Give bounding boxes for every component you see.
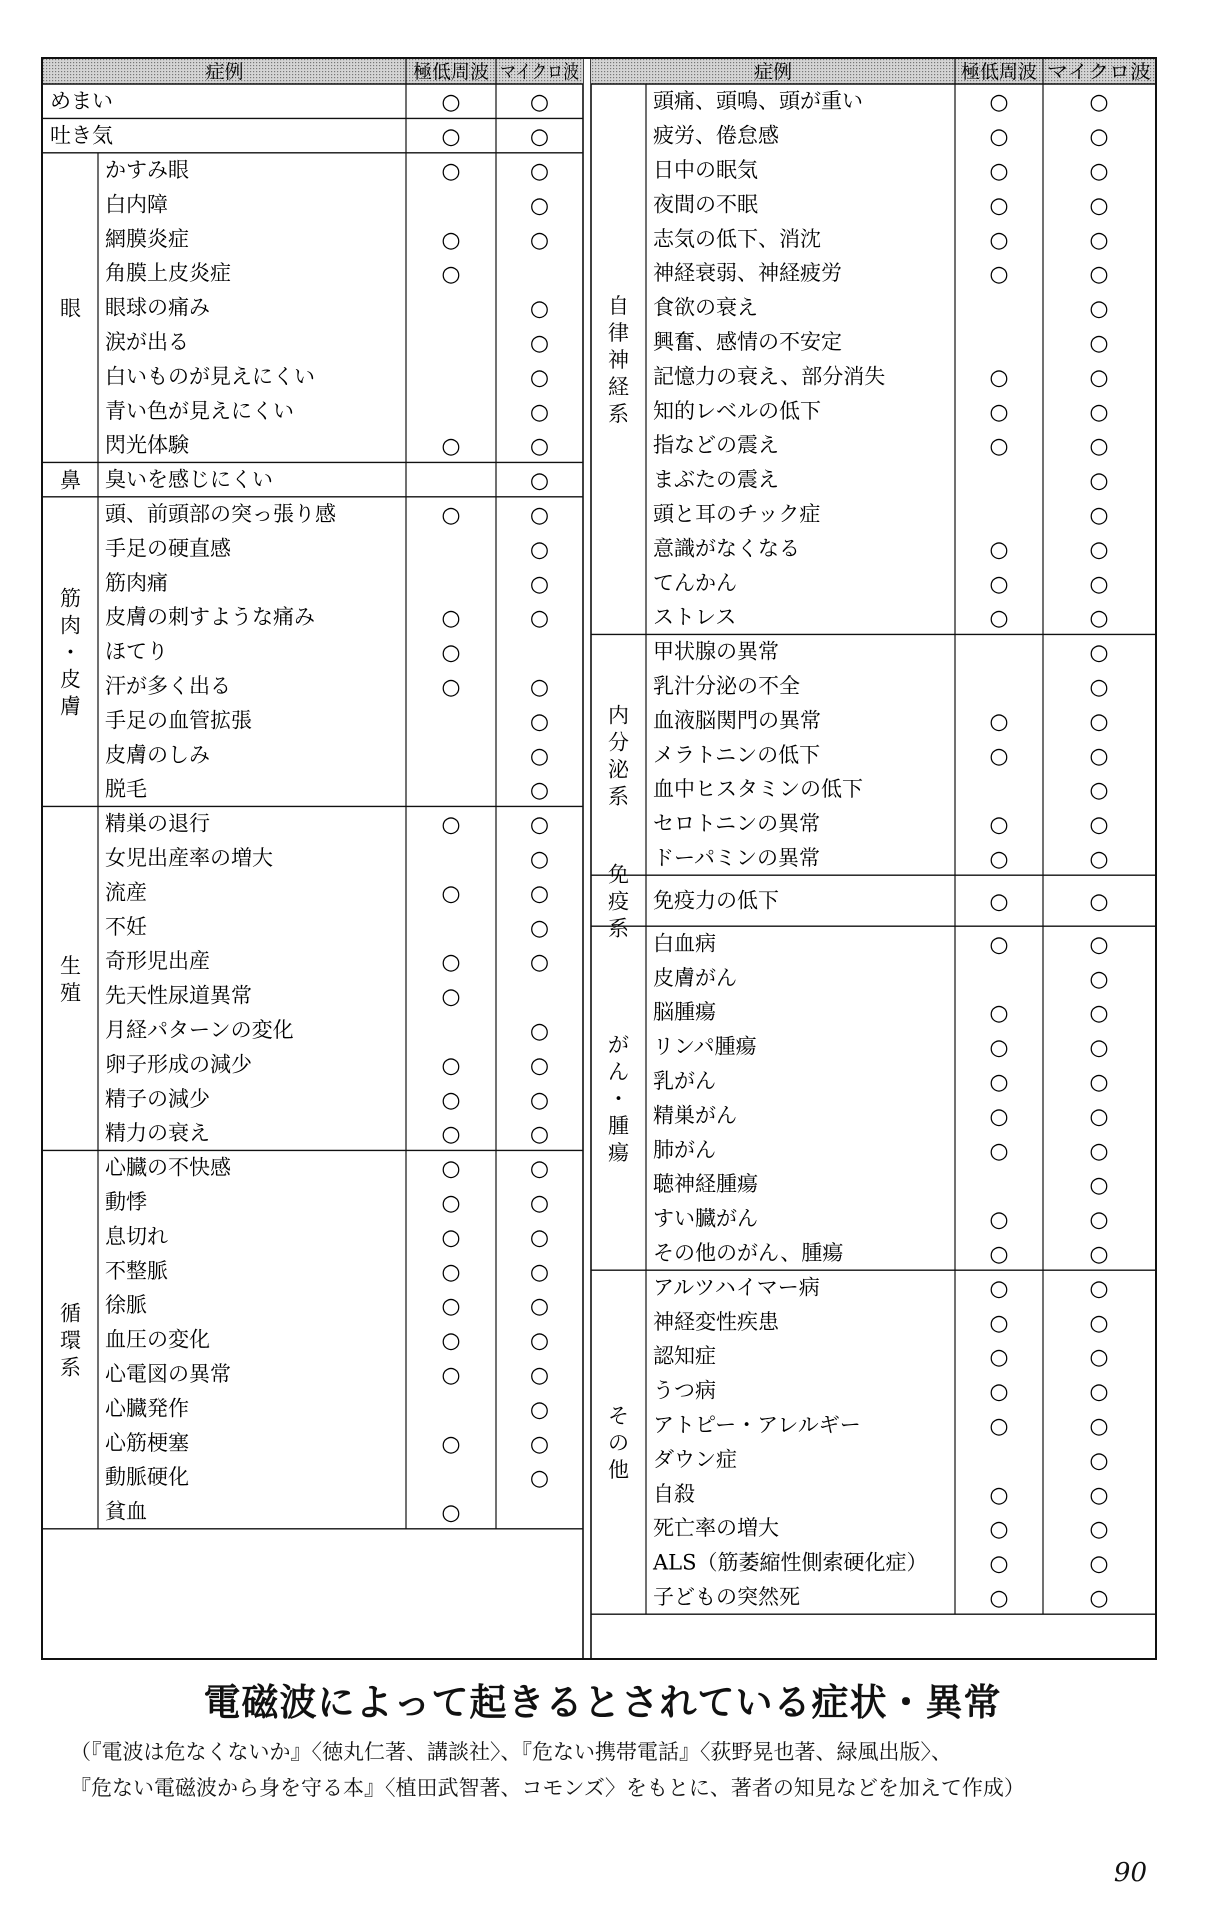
- category-label-char: が: [608, 1033, 629, 1058]
- microwave-mark: ○: [1089, 1104, 1109, 1130]
- symptom-name: 血圧の変化: [105, 1327, 210, 1352]
- microwave-mark: ○: [529, 1328, 550, 1354]
- microwave-mark: ○: [529, 709, 550, 735]
- category-label-char: 他: [608, 1458, 629, 1483]
- microwave-mark: ○: [1089, 1035, 1109, 1061]
- symptom-name: 月経パターンの変化: [105, 1018, 294, 1042]
- microwave-mark: ○: [1089, 1070, 1109, 1095]
- elf-mark: ○: [989, 1482, 1009, 1508]
- symptom-name: 甲状腺の異常: [653, 639, 779, 664]
- microwave-mark: ○: [1089, 537, 1109, 563]
- symptom-name: 皮膚のしみ: [105, 742, 210, 767]
- source-note-line-2: 『危ない電磁波から身を守る本』〈植田武智著、コモンズ〉をもとに、著者の知見などを加えて作成）: [70, 1776, 1025, 1800]
- microwave-mark: ○: [1089, 90, 1109, 116]
- symptom-name: メラトニンの低下: [653, 742, 821, 767]
- microwave-mark: ○: [1089, 1001, 1109, 1027]
- elf-mark: ○: [441, 1122, 461, 1148]
- symptom-name: リンパ腫瘍: [653, 1034, 757, 1059]
- category-label-char: 皮: [60, 667, 81, 692]
- elf-mark: ○: [989, 1345, 1009, 1371]
- elf-mark: ○: [989, 1104, 1009, 1130]
- elf-mark: ○: [441, 124, 461, 150]
- elf-mark: ○: [441, 434, 461, 460]
- symptom-name: 先天性尿道異常: [105, 983, 252, 1008]
- symptom-name: 白いものが見えにくい: [105, 364, 315, 389]
- microwave-mark: ○: [1089, 889, 1109, 915]
- symptom-table: [43, 59, 1155, 1658]
- symptom-name: 聴神経腫瘍: [653, 1172, 758, 1197]
- microwave-mark: ○: [529, 778, 550, 804]
- microwave-mark: ○: [1089, 1586, 1109, 1611]
- symptom-name: 乳がん: [653, 1069, 716, 1093]
- elf-mark: ○: [989, 1310, 1009, 1336]
- microwave-mark: ○: [529, 1191, 550, 1216]
- symptom-name: 血中ヒスタミンの低下: [653, 777, 863, 802]
- header-elf: 極低周波: [412, 61, 490, 83]
- elf-mark: ○: [989, 932, 1009, 958]
- microwave-mark: ○: [529, 1156, 550, 1182]
- symptom-name: 疲労、倦怠感: [653, 123, 779, 148]
- microwave-mark: ○: [1089, 640, 1109, 666]
- symptom-name: すい臓がん: [653, 1206, 758, 1231]
- microwave-mark: ○: [1089, 262, 1109, 288]
- microwave-mark: ○: [1089, 966, 1109, 992]
- symptom-name: セロトニンの異常: [653, 811, 821, 836]
- elf-mark: ○: [989, 1138, 1009, 1164]
- category-label-char: 循: [60, 1301, 81, 1326]
- symptom-name: 精子の減少: [105, 1086, 210, 1111]
- microwave-mark: ○: [529, 571, 550, 597]
- microwave-mark: ○: [1089, 1310, 1109, 1336]
- category-label-char: 系: [608, 402, 629, 427]
- category-label-char: 分: [608, 730, 629, 755]
- symptom-name: 脱毛: [105, 777, 147, 802]
- category-label-char: 生: [60, 953, 81, 978]
- microwave-mark: ○: [1089, 1138, 1109, 1164]
- microwave-mark: ○: [529, 159, 550, 184]
- microwave-mark: ○: [1089, 932, 1109, 958]
- microwave-mark: ○: [529, 915, 550, 941]
- microwave-mark: ○: [1089, 675, 1109, 700]
- elf-mark: ○: [989, 1586, 1009, 1611]
- symptom-name: 血液脳関門の異常: [653, 708, 821, 733]
- microwave-mark: ○: [1089, 399, 1109, 425]
- microwave-mark: ○: [1089, 1242, 1109, 1267]
- elf-mark: ○: [989, 90, 1009, 116]
- elf-mark: ○: [441, 640, 461, 666]
- microwave-mark: ○: [1089, 1551, 1109, 1577]
- elf-mark: ○: [441, 675, 461, 700]
- symptom-table-frame: [41, 57, 1157, 1660]
- category-label-char: 瘍: [608, 1141, 629, 1166]
- microwave-mark: ○: [529, 1363, 550, 1388]
- microwave-mark: ○: [529, 503, 550, 528]
- symptom-name: 眼球の痛み: [105, 295, 210, 320]
- symptom-name: 死亡率の増大: [653, 1516, 779, 1541]
- microwave-mark: ○: [1089, 1345, 1109, 1371]
- microwave-mark: ○: [529, 434, 550, 460]
- elf-mark: ○: [989, 1414, 1009, 1439]
- category-label-char: 内: [608, 703, 629, 728]
- microwave-mark: ○: [529, 468, 550, 494]
- symptom-name: 食欲の衰え: [653, 295, 758, 320]
- header-elf: 極低周波: [960, 61, 1038, 83]
- elf-mark: ○: [441, 503, 461, 528]
- symptom-name: 志気の低下、消沈: [653, 226, 821, 251]
- symptom-name: 頭と耳のチック症: [653, 502, 821, 526]
- elf-mark: ○: [989, 1551, 1009, 1577]
- elf-mark: ○: [989, 227, 1009, 253]
- microwave-mark: ○: [1089, 159, 1109, 184]
- microwave-mark: ○: [529, 675, 550, 700]
- elf-mark: ○: [989, 1379, 1009, 1405]
- category-label-char: 鼻: [60, 468, 81, 493]
- elf-mark: ○: [989, 159, 1009, 184]
- microwave-mark: ○: [1089, 365, 1109, 391]
- symptom-name: 頭、前頭部の突っ張り感: [105, 502, 336, 526]
- elf-mark: ○: [989, 1001, 1009, 1027]
- symptom-name: ほてり: [105, 639, 168, 664]
- elf-mark: ○: [441, 1294, 461, 1320]
- elf-mark: ○: [989, 1517, 1009, 1543]
- microwave-mark: ○: [1089, 1482, 1109, 1508]
- symptom-name: 精力の衰え: [105, 1121, 210, 1146]
- symptom-name: めまい: [50, 89, 113, 114]
- microwave-mark: ○: [529, 1122, 550, 1148]
- elf-mark: ○: [441, 606, 461, 632]
- elf-mark: ○: [441, 1225, 461, 1251]
- microwave-mark: ○: [529, 124, 550, 150]
- category-label-char: 眼: [60, 296, 81, 321]
- symptom-name: 動脈硬化: [105, 1465, 189, 1490]
- figure-caption: 電磁波によって起きるとされている症状・異常: [203, 1681, 1002, 1724]
- elf-mark: ○: [989, 812, 1009, 838]
- elf-mark: ○: [989, 193, 1009, 219]
- symptom-name: まぶたの震え: [653, 467, 779, 492]
- microwave-mark: ○: [529, 1431, 550, 1457]
- symptom-name: 知的レベルの低下: [653, 398, 821, 423]
- category-label-char: 経: [608, 375, 629, 400]
- category-label-char: 神: [608, 348, 629, 373]
- microwave-mark: ○: [1089, 124, 1109, 150]
- page-number: 90: [1113, 1858, 1147, 1888]
- elf-mark: ○: [989, 606, 1009, 632]
- symptom-name: 流産: [105, 880, 147, 905]
- microwave-mark: ○: [529, 847, 550, 872]
- microwave-mark: ○: [529, 1225, 550, 1251]
- elf-mark: ○: [441, 1191, 461, 1216]
- symptom-name: 肺がん: [653, 1137, 716, 1162]
- microwave-mark: ○: [1089, 847, 1109, 872]
- elf-mark: ○: [441, 812, 461, 838]
- microwave-mark: ○: [1089, 503, 1109, 528]
- microwave-mark: ○: [1089, 1379, 1109, 1405]
- header-microwave: マイクロ波: [1047, 61, 1151, 83]
- microwave-mark: ○: [1089, 468, 1109, 494]
- symptom-name: ALS（筋萎縮性側索硬化症）: [653, 1550, 928, 1575]
- symptom-name: 指などの震え: [653, 433, 779, 458]
- elf-mark: ○: [989, 537, 1009, 563]
- category-label-char: 系: [60, 1355, 81, 1380]
- microwave-mark: ○: [529, 950, 550, 976]
- symptom-name: 筋肉痛: [105, 570, 168, 595]
- microwave-mark: ○: [529, 1053, 550, 1079]
- category-label-char: 系: [608, 916, 629, 941]
- category-label-char: 筋: [60, 586, 81, 611]
- elf-mark: ○: [989, 399, 1009, 425]
- microwave-mark: ○: [529, 1397, 550, 1423]
- elf-mark: ○: [989, 847, 1009, 872]
- category-label-char: 泌: [608, 757, 629, 782]
- symptom-name: 脳腫瘍: [653, 1000, 716, 1025]
- elf-mark: ○: [441, 159, 461, 184]
- elf-mark: ○: [989, 743, 1009, 769]
- category-label-char: 環: [60, 1328, 81, 1353]
- microwave-mark: ○: [529, 193, 550, 219]
- symptom-name: 手足の硬直感: [105, 536, 231, 561]
- microwave-mark: ○: [529, 331, 550, 356]
- microwave-mark: ○: [529, 90, 550, 116]
- symptom-name: 網膜炎症: [105, 226, 189, 251]
- category-label-char: ・: [608, 1087, 629, 1112]
- symptom-name: うつ病: [653, 1378, 716, 1403]
- category-label-char: 殖: [60, 980, 81, 1005]
- microwave-mark: ○: [529, 296, 550, 322]
- symptom-name: 吐き気: [50, 123, 113, 148]
- symptom-name: 臭いを感じにくい: [105, 467, 273, 492]
- symptom-name: 不妊: [105, 914, 147, 939]
- symptom-name: 興奮、感情の不安定: [653, 330, 842, 354]
- microwave-mark: ○: [529, 812, 550, 838]
- category-label-char: 肉: [60, 613, 81, 638]
- symptom-name: 汗が多く出る: [105, 674, 231, 698]
- elf-mark: ○: [989, 1070, 1009, 1095]
- category-label-char: 腫: [608, 1114, 629, 1139]
- elf-mark: ○: [989, 1035, 1009, 1061]
- symptom-name: 動悸: [105, 1190, 147, 1214]
- microwave-mark: ○: [1089, 743, 1109, 769]
- elf-mark: ○: [441, 950, 461, 976]
- symptom-name: 息切れ: [105, 1224, 168, 1249]
- elf-mark: ○: [441, 1053, 461, 1079]
- elf-mark: ○: [441, 881, 461, 907]
- category-label-char: 系: [608, 784, 629, 809]
- symptom-name: 意識がなくなる: [653, 536, 800, 561]
- microwave-mark: ○: [529, 1087, 550, 1113]
- symptom-name: ダウン症: [653, 1447, 737, 1472]
- elf-mark: ○: [989, 262, 1009, 288]
- symptom-name: かすみ眼: [105, 158, 189, 182]
- elf-mark: ○: [989, 709, 1009, 735]
- symptom-name: 神経衰弱、神経疲労: [653, 261, 842, 286]
- elf-mark: ○: [441, 1087, 461, 1113]
- elf-mark: ○: [989, 1207, 1009, 1233]
- symptom-name: 女児出産率の増大: [105, 846, 273, 870]
- symptom-name: その他のがん、腫瘍: [653, 1241, 844, 1265]
- microwave-mark: ○: [1089, 709, 1109, 735]
- symptom-name: 閃光体験: [105, 433, 189, 458]
- elf-mark: ○: [989, 889, 1009, 915]
- symptom-name: てんかん: [653, 570, 737, 595]
- symptom-name: 奇形児出産: [105, 949, 210, 974]
- symptom-name: 青い色が見えにくい: [105, 398, 294, 423]
- symptom-name: 自殺: [653, 1481, 695, 1506]
- elf-mark: ○: [441, 227, 461, 253]
- elf-mark: ○: [441, 1363, 461, 1388]
- symptom-name: 手足の血管拡張: [105, 708, 252, 733]
- elf-mark: ○: [989, 365, 1009, 391]
- elf-mark: ○: [989, 1242, 1009, 1267]
- symptom-name: 精巣の退行: [105, 811, 210, 836]
- elf-mark: ○: [989, 124, 1009, 150]
- category-label-char: 自: [608, 294, 629, 319]
- category-label-char: ん: [608, 1060, 629, 1085]
- header-microwave: マイクロ波: [500, 61, 579, 83]
- microwave-mark: ○: [529, 881, 550, 907]
- symptom-name: 角膜上皮炎症: [105, 261, 231, 286]
- symptom-name: 精巣がん: [653, 1103, 737, 1128]
- microwave-mark: ○: [529, 1019, 550, 1044]
- microwave-mark: ○: [1089, 812, 1109, 838]
- elf-mark: ○: [989, 1276, 1009, 1302]
- symptom-name: 不整脈: [105, 1258, 168, 1283]
- symptom-name: 夜間の不眠: [653, 192, 758, 217]
- microwave-mark: ○: [1089, 193, 1109, 219]
- symptom-name: 免疫力の低下: [653, 888, 779, 913]
- category-label-char: の: [608, 1431, 629, 1456]
- symptom-name: アトピー・アレルギー: [653, 1413, 861, 1437]
- elf-mark: ○: [441, 262, 461, 288]
- microwave-mark: ○: [1089, 778, 1109, 804]
- symptom-name: 皮膚がん: [653, 965, 737, 990]
- category-label-char: ・: [60, 640, 81, 665]
- symptom-name: 神経変性疾患: [653, 1309, 779, 1334]
- symptom-name: 白血病: [653, 931, 716, 956]
- symptom-name: ドーパミンの異常: [653, 846, 820, 870]
- elf-mark: ○: [989, 571, 1009, 597]
- symptom-name: 心臓発作: [105, 1396, 189, 1421]
- microwave-mark: ○: [1089, 434, 1109, 460]
- symptom-name: 皮膚の刺すような痛み: [105, 605, 315, 630]
- elf-mark: ○: [441, 90, 461, 116]
- symptom-name: 徐脈: [105, 1293, 147, 1318]
- source-note-line-1: （『電波は危なくないか』〈徳丸仁著、講談社〉、『危ない携帯電話』〈荻野晃也著、緑風出版〉、: [70, 1740, 952, 1764]
- elf-mark: ○: [441, 984, 461, 1010]
- microwave-mark: ○: [529, 1259, 550, 1285]
- microwave-mark: ○: [1089, 1173, 1109, 1199]
- header-symptom: 症例: [753, 61, 793, 83]
- symptom-name: 貧血: [105, 1499, 147, 1524]
- symptom-name: 心臓の不快感: [105, 1155, 231, 1180]
- symptom-name: 心電図の異常: [105, 1362, 231, 1386]
- symptom-name: 日中の眠気: [653, 158, 758, 182]
- microwave-mark: ○: [1089, 331, 1109, 356]
- microwave-mark: ○: [1089, 1517, 1109, 1543]
- microwave-mark: ○: [1089, 571, 1109, 597]
- category-label-char: 膚: [60, 694, 81, 719]
- elf-mark: ○: [441, 1156, 461, 1182]
- symptom-name: 卵子形成の減少: [105, 1052, 252, 1077]
- microwave-mark: ○: [529, 365, 550, 391]
- elf-mark: ○: [441, 1431, 461, 1457]
- microwave-mark: ○: [1089, 227, 1109, 253]
- microwave-mark: ○: [1089, 1276, 1109, 1302]
- microwave-mark: ○: [529, 227, 550, 253]
- microwave-mark: ○: [529, 1466, 550, 1492]
- category-label-char: 律: [608, 321, 629, 346]
- symptom-name: 子どもの突然死: [653, 1585, 800, 1609]
- symptom-name: 乳汁分泌の不全: [653, 674, 800, 698]
- microwave-mark: ○: [529, 399, 550, 425]
- symptom-name: アルツハイマー病: [653, 1275, 820, 1300]
- symptom-name: 涙が出る: [105, 330, 189, 354]
- elf-mark: ○: [989, 434, 1009, 460]
- microwave-mark: ○: [529, 537, 550, 563]
- elf-mark: ○: [441, 1328, 461, 1354]
- microwave-mark: ○: [529, 606, 550, 632]
- category-label-char: 疫: [608, 889, 629, 914]
- microwave-mark: ○: [1089, 606, 1109, 632]
- symptom-name: ストレス: [653, 605, 737, 630]
- microwave-mark: ○: [1089, 1414, 1109, 1439]
- elf-mark: ○: [441, 1500, 461, 1526]
- symptom-name: 心筋梗塞: [105, 1430, 189, 1455]
- header-symptom: 症例: [205, 61, 244, 83]
- microwave-mark: ○: [529, 1294, 550, 1320]
- category-label-char: そ: [608, 1404, 629, 1429]
- category-label-char: 免: [608, 862, 629, 887]
- symptom-name: 記憶力の衰え、部分消失: [653, 364, 886, 389]
- symptom-name: 認知症: [653, 1344, 716, 1369]
- elf-mark: ○: [441, 1259, 461, 1285]
- microwave-mark: ○: [1089, 1448, 1109, 1474]
- symptom-name: 頭痛、頭鳴、頭が重い: [653, 89, 863, 114]
- microwave-mark: ○: [1089, 296, 1109, 322]
- symptom-name: 白内障: [105, 192, 168, 217]
- microwave-mark: ○: [529, 743, 550, 769]
- microwave-mark: ○: [1089, 1207, 1109, 1233]
